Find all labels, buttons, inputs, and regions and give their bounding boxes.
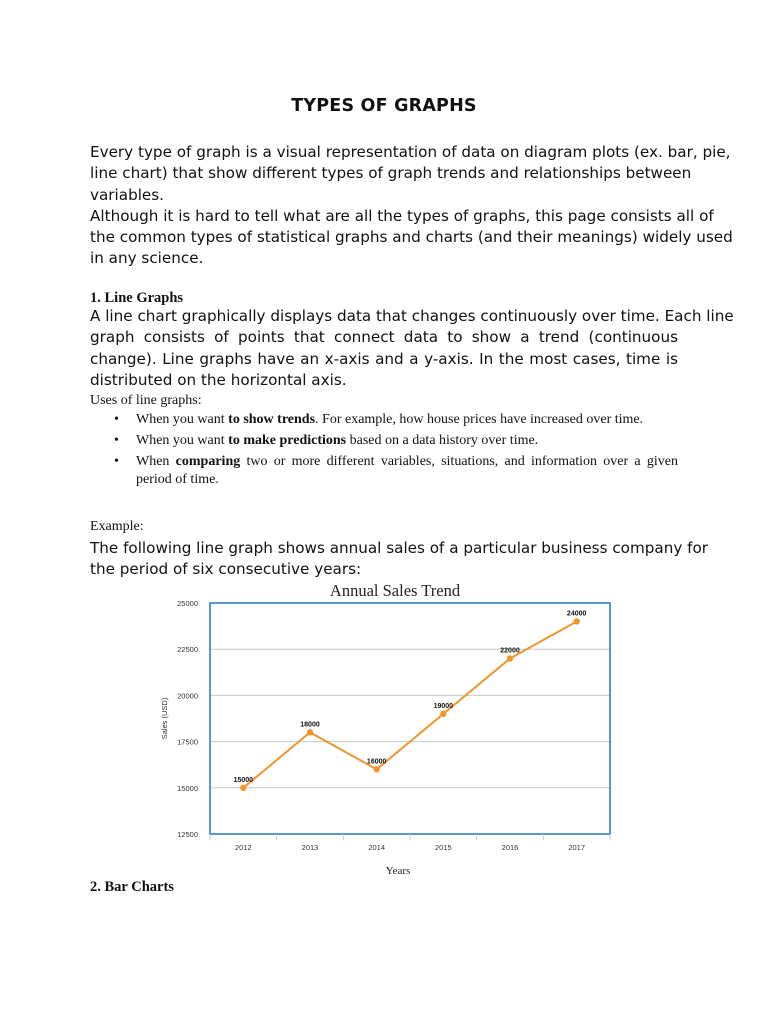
y-axis-label: Sales (USD) <box>160 697 169 740</box>
list-item <box>90 411 678 429</box>
uses-list <box>90 411 678 492</box>
intro-paragraph <box>90 142 733 270</box>
x-tick-label: 2014 <box>368 843 386 852</box>
y-tick-label: 22500 <box>177 645 198 655</box>
bullet-text: two or more different variables, situations, and information over a given period of time. <box>136 454 678 487</box>
data-label: 24000 <box>566 610 587 618</box>
intro-line: the common types of statistical graphs and charts (and their meanings) widely used <box>90 228 733 247</box>
body-line: distributed on the horizontal axis. <box>90 370 347 389</box>
example-paragraph <box>90 538 709 581</box>
x-tick-label: 2013 <box>301 843 319 852</box>
bullet-text: . For example, how house prices have increased over time. <box>315 412 644 427</box>
intro-line: variables. <box>90 185 165 204</box>
body-line: change). Line graphs have an x-axis and a y-axis. In the most cases, time is <box>90 349 678 368</box>
data-label: 18000 <box>300 721 320 729</box>
uses-label: Uses of line graphs: <box>90 393 202 408</box>
data-label: 15000 <box>233 776 254 784</box>
data-label: 16000 <box>366 758 387 766</box>
y-tick-label: 17500 <box>177 737 198 747</box>
section-heading-bar-charts: 2. Bar Charts <box>90 879 174 895</box>
x-tick-label: 2012 <box>234 843 252 852</box>
x-axis-label: Years <box>385 865 411 877</box>
bullet-bold: comparing <box>175 454 241 469</box>
intro-line: in any science. <box>90 249 204 268</box>
bullet-icon: • <box>114 433 119 448</box>
line-graphs-paragraph <box>90 306 734 391</box>
series-line <box>243 621 576 787</box>
data-label: 19000 <box>433 702 454 710</box>
bullet-text: When you want <box>136 412 229 427</box>
section-heading-line-graphs: 1. Line Graphs <box>90 290 184 306</box>
plot-frame <box>210 603 610 834</box>
x-tick-label: 2017 <box>568 843 586 852</box>
intro-line: line chart) that show different types of graph trends and relationships between <box>90 164 692 183</box>
data-point <box>573 618 579 624</box>
intro-line: Although it is hard to tell what are all the types of graphs, this page consists all of <box>90 206 714 225</box>
bullet-icon: • <box>114 454 119 469</box>
bullet-text: When you want <box>136 433 229 448</box>
body-line: graph consists of points that connect data to show a trend (continuous <box>90 328 678 347</box>
y-tick-label: 20000 <box>177 691 198 701</box>
y-tick-label: 12500 <box>177 830 198 839</box>
data-point <box>373 766 379 772</box>
data-point <box>307 729 313 735</box>
page-title: TYPES OF GRAPHS <box>291 96 477 116</box>
list-item <box>90 453 678 489</box>
body-line: A line chart graphically displays data that changes continuously over time. Each line <box>90 307 734 325</box>
example-label: Example: <box>90 519 144 534</box>
bullet-text: When <box>136 454 176 469</box>
data-label: 22000 <box>500 647 520 655</box>
data-point <box>240 785 246 791</box>
bullet-icon: • <box>114 412 119 427</box>
bullet-text: based on a data history over time. <box>346 433 539 448</box>
example-line: the period of six consecutive years: <box>90 560 362 579</box>
line-chart-svg <box>150 578 620 878</box>
x-tick-label: 2015 <box>434 843 452 852</box>
y-tick-label: 25000 <box>177 599 198 608</box>
list-item <box>90 432 678 450</box>
y-tick-label: 15000 <box>177 783 198 793</box>
bullet-bold: to show trends <box>228 412 316 427</box>
bullet-bold: to make predictions <box>228 433 347 448</box>
data-point <box>440 711 446 717</box>
data-point <box>507 655 513 661</box>
example-line: The following line graph shows annual sales of a particular business company for <box>90 539 709 557</box>
annual-sales-chart <box>150 578 620 878</box>
chart-title: Annual Sales Trend <box>329 581 461 600</box>
intro-line: Every type of graph is a visual representation of data on diagram plots (ex. bar, pie, <box>90 143 731 161</box>
x-tick-label: 2016 <box>501 843 519 852</box>
